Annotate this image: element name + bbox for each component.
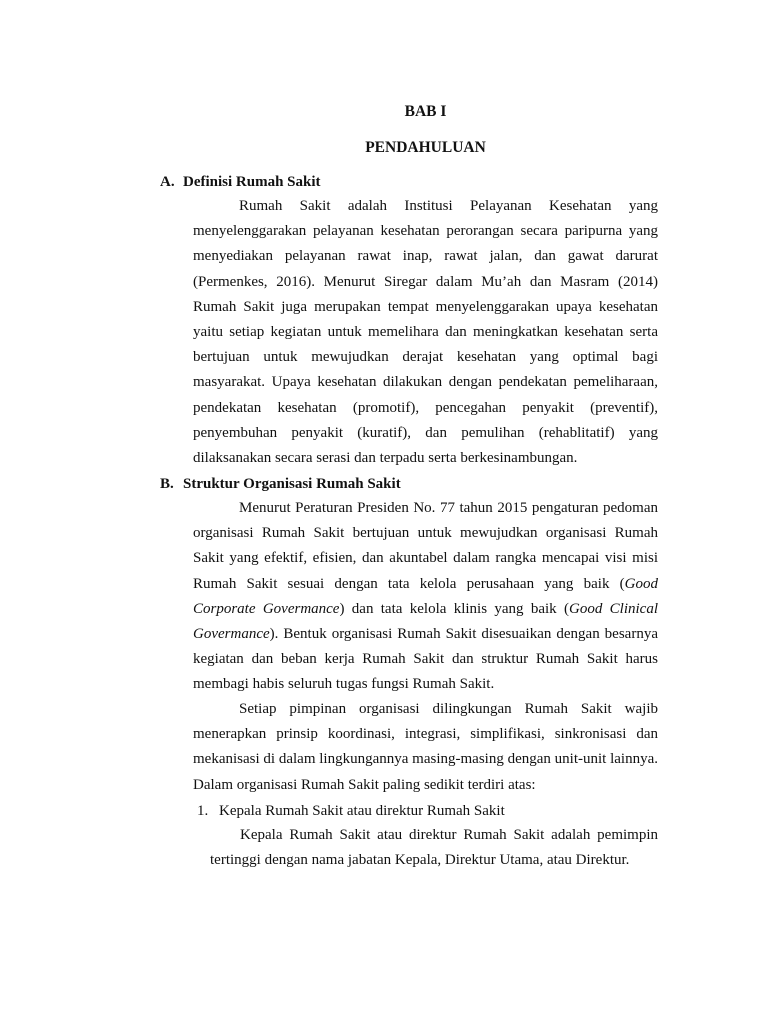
- section-a-letter: A.: [160, 174, 175, 190]
- list-item-1-paragraph: Kepala Rumah Sakit atau direktur Rumah Sakit adalah pemimpin tertinggi dengan nama jabatan Kepala, Direktur Utama, atau Direktur.: [210, 827, 658, 869]
- section-a-paragraph: Rumah Sakit adalah Institusi Pelayanan Kesehatan yang menyelenggarakan pelayanan kesehatan perorangan secara paripurna yang menyediakan pelayanan rawat inap, rawat jalan, dan gawat darurat (Permenkes, 2016). Menurut Siregar dalam Mu’ah dan Masram (2014) Rumah Sakit juga merupakan tempat menyelenggarakan upaya kesehatan yaitu setiap kegiatan untuk memelihara dan meningkatkan kesehatan serta bertujuan untuk mewujudkan derajat kesehatan yang optimal bagi masyarakat. Upaya kesehatan dilakukan dengan pendekatan pemeliharaan, pendekatan kesehatan (promotif), pencegahan penyakit (preventif), penyembuhan penyakit (kuratif), dan pemulihan (rehablitatif) yang dilaksanakan secara serasi dan terpadu serta berkesinambungan.: [193, 198, 658, 467]
- section-b-letter: B.: [160, 476, 174, 492]
- section-b-paragraph-1: [193, 496, 658, 698]
- p1-text-2: ) dan tata kelola klinis yang baik (: [339, 600, 570, 617]
- section-b-heading: [160, 474, 401, 494]
- section-a-title: Definisi Rumah Sakit: [183, 174, 321, 190]
- list-item-1: [197, 801, 505, 821]
- section-b-title: Struktur Organisasi Rumah Sakit: [183, 476, 401, 492]
- p1-text-3: ). Bentuk organisasi Rumah Sakit disesuaikan dengan besarnya kegiatan dan beban kerja Rumah Sakit dan struktur Rumah Sakit harus membagi habis seluruh tugas fungsi Rumah Sakit.: [193, 626, 658, 693]
- section-a-heading: [160, 172, 321, 192]
- p1-italic-good-corporate: Good Corporate Govermance: [193, 575, 658, 617]
- p1-italic-good-clinical: Good Clinical Govermance: [193, 600, 659, 643]
- chapter-title: PENDAHULUAN: [365, 139, 486, 156]
- p1-text-1: Menurut Peraturan Presiden No. 77 tahun 2015 pengaturan pedoman organisasi Rumah Sakit bertujuan untuk mewujudkan organisasi Rumah Sakit yang efektif, efisien, dan akuntabel dalam rangka mencapai visi misi Rumah Sakit sesuai dengan tata kelola perusahaan yang baik (: [193, 500, 658, 592]
- section-b-paragraph-2: Setiap pimpinan organisasi dilingkungan Rumah Sakit wajib menerapkan prinsip koordinasi, integrasi, simplifikasi, sinkronisasi dan mekanisasi di dalam lingkungannya masing-masing dengan unit-unit lainnya. Dalam organisasi Rumah Sakit paling sedikit terdiri atas:: [193, 701, 658, 793]
- list-item-1-number: 1.: [197, 803, 209, 819]
- chapter-label: BAB I: [404, 103, 447, 120]
- list-item-1-label: Kepala Rumah Sakit atau direktur Rumah Sakit: [219, 803, 505, 819]
